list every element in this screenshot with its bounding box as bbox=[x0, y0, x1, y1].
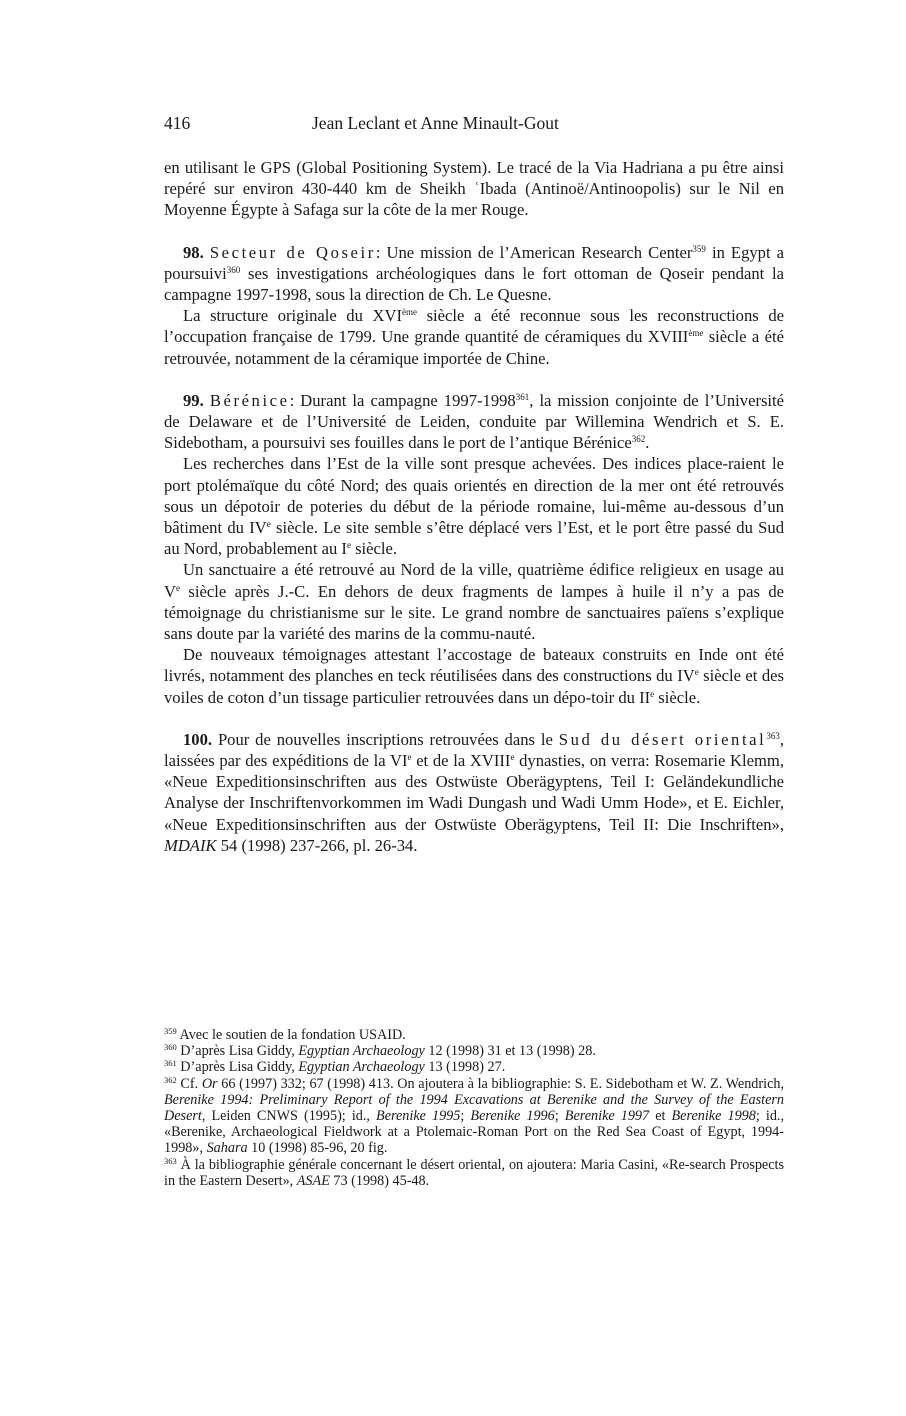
section-number: 99. bbox=[183, 390, 204, 410]
journal-title: ASAE bbox=[296, 1172, 330, 1189]
section-heading: Secteur de Qoseir bbox=[209, 242, 376, 262]
superscript: e bbox=[346, 540, 351, 551]
text-run: , la mission conjointe de l’Université de Delaware et de l’Université de Leiden, conduite par Willemina Wendrich et S. E. Sidebotham, a poursuivi ses fouilles dans le port de l’antique Bérénice bbox=[164, 390, 785, 453]
main-text bbox=[164, 157, 784, 856]
footnote-mark: 361 bbox=[164, 1058, 177, 1069]
section-heading: Sud du désert oriental bbox=[558, 729, 767, 749]
journal-title: MDAIK bbox=[164, 835, 217, 855]
page-number: 416 bbox=[164, 113, 191, 133]
superscript: e bbox=[175, 582, 180, 593]
footnote-ref[interactable]: 359 bbox=[692, 243, 706, 254]
superscript: e bbox=[650, 688, 655, 699]
text-run: siècle a été reconnue sous les reconstructions de l’occupation française de 1799. Une grande quantité de céramiques du XVIII bbox=[164, 306, 784, 347]
section-98 bbox=[164, 242, 784, 306]
text-run: De nouveaux témoignages attestant l’accostage de bateaux construits en Inde ont été livrés, notamment des planches en teck réutilisées dans des constructions du IV bbox=[164, 645, 784, 686]
footnote-362 bbox=[164, 1076, 784, 1157]
superscript: e bbox=[694, 667, 699, 678]
journal-title: Egyptian Archaeology bbox=[298, 1059, 425, 1076]
footnote-text: ; bbox=[460, 1108, 471, 1125]
text-run: 54 (1998) 237-266, pl. 26-34. bbox=[216, 835, 418, 855]
footnote-mark: 360 bbox=[164, 1042, 177, 1053]
footnote-text: ; id., «Berenike, Archaeological Fieldwork at a Ptolemaic-Roman Port on the Red Sea Coast of Egypt, 1994-1998», bbox=[164, 1108, 785, 1157]
footnote-360 bbox=[164, 1043, 784, 1059]
book-title: Berenike 1995 bbox=[376, 1108, 461, 1125]
footnote-361 bbox=[164, 1059, 784, 1075]
text-run: dynasties, on verra: Rosemarie Klemm, «Neue Expeditionsinschriften aus des Ostwüste Oberägyptens, Teil I: Geländekundliche Analyse der Inschriftenvorkommen im Wadi Dungash und Wadi Umm Hode», et E. Eichler, «Neue Expeditionsinschriften aus der Ostwüste Oberägyptens, Teil II: Die Inschriften», bbox=[164, 751, 784, 834]
section-heading: Bérénice bbox=[209, 390, 290, 410]
text-run: siècle. bbox=[654, 687, 701, 707]
text-run: ses investigations archéologiques dans le fort ottoman de Qoseir pendant la campagne 1997-1998, sous la direction de Ch. Le Quesne. bbox=[164, 263, 784, 305]
book-title: Berenike 1997 bbox=[564, 1108, 650, 1125]
footnote-text: 66 (1997) 332; 67 (1998) 413. On ajoutera à la bibliographie: S. E. Sidebotham et W. Z. Wendrich, bbox=[217, 1075, 785, 1092]
footnote-mark: 359 bbox=[164, 1026, 177, 1036]
footnote-ref[interactable]: 360 bbox=[226, 264, 241, 275]
footnote-text: Cf. bbox=[176, 1075, 202, 1092]
text-run: in Egypt a poursuivi bbox=[164, 242, 785, 283]
paragraph bbox=[164, 305, 784, 369]
footnote-text: , Leiden CNWS (1995); id., bbox=[201, 1108, 377, 1125]
paragraph bbox=[164, 559, 784, 644]
footnote-text: À la bibliographie générale concernant le désert oriental, on ajoutera: Maria Casini, «Re-search Prospects in the Eastern Desert», bbox=[164, 1156, 784, 1189]
section-99 bbox=[164, 390, 784, 454]
footnote-text: 73 (1998) 45-48. bbox=[329, 1172, 430, 1189]
footnote-363 bbox=[164, 1157, 784, 1189]
footnote-mark: 362 bbox=[164, 1074, 177, 1085]
section-number: 98. bbox=[183, 242, 204, 262]
footnote-text: 12 (1998) 31 et 13 (1998) 28. bbox=[424, 1043, 596, 1060]
section-100 bbox=[164, 729, 784, 856]
text-run: Un sanctuaire a été retrouvé au Nord de la ville, quatrième édifice religieux en usage au V bbox=[164, 560, 784, 601]
journal-title: Sahara bbox=[206, 1140, 248, 1157]
footnotes bbox=[164, 1027, 784, 1189]
footnote-text: et bbox=[649, 1108, 672, 1125]
superscript: ème bbox=[401, 307, 417, 318]
footnote-text: 13 (1998) 27. bbox=[424, 1059, 506, 1076]
text-run: Pour de nouvelles inscriptions retrouvées dans le bbox=[212, 729, 559, 749]
paragraph bbox=[164, 644, 784, 708]
footnote-text: 10 (1998) 85-96, 20 fig. bbox=[247, 1140, 388, 1157]
text-run: siècle. bbox=[350, 539, 398, 559]
superscript: e bbox=[510, 752, 515, 763]
text-run: : Une mission de l’American Research Center bbox=[375, 242, 693, 262]
text-run: siècle et des voiles de coton d’un tissage particulier retrouvées dans un dépo-toir du II bbox=[164, 666, 784, 707]
footnote-ref[interactable]: 361 bbox=[515, 391, 530, 402]
footnote-text: ; bbox=[554, 1108, 565, 1125]
text-run: siècle a été retrouvée, notamment de la céramique importée de Chine. bbox=[164, 327, 784, 368]
text-run: . bbox=[645, 433, 650, 453]
book-title: Berenike 1998 bbox=[671, 1108, 756, 1125]
text-run: : Durant la campagne 1997-1998 bbox=[289, 390, 516, 410]
footnote-ref[interactable]: 362 bbox=[631, 434, 646, 445]
footnote-mark: 363 bbox=[164, 1155, 177, 1166]
footnote-359 bbox=[164, 1027, 784, 1043]
section-number: 100. bbox=[183, 729, 213, 749]
page-header bbox=[0, 113, 906, 139]
text-run: siècle après J.-C. En dehors de deux fragments de lampes à huile il n’y a pas de témoignage du christianisme sur le site. Le grand nombre de sanctuaires païens s’explique sans doute par la variété des marins de la commu-nauté. bbox=[164, 581, 784, 644]
paragraph-continuation: en utilisant le GPS (Global Positioning System). Le tracé de la Via Hadriana a pu être ainsi repéré sur environ 430-440 km de Sheikh ʿIbada (Antinoë/Antinoopolis) sur le Nil en Moyenne Égypte à Safaga sur la côte de la mer Rouge. bbox=[164, 158, 784, 220]
text-run: siècle. Le site semble s’être déplacé vers l’Est, et le port être passé du Sud au Nord, probablement au I bbox=[164, 518, 784, 559]
superscript: ème bbox=[688, 328, 704, 339]
running-title: Jean Leclant et Anne Minault-Gout bbox=[312, 113, 559, 133]
book-title: Berenike 1994: Preliminary Report of the 1994 Excavations at Berenike and the Survey of the Eastern Desert bbox=[164, 1091, 784, 1125]
superscript: e bbox=[407, 752, 412, 763]
text-run: , laissées par des expéditions de la VI bbox=[164, 729, 784, 771]
text-run: et de la XVIII bbox=[411, 751, 511, 771]
paragraph bbox=[164, 453, 784, 559]
book-title: Berenike 1996 bbox=[470, 1108, 555, 1125]
journal-title: Egyptian Archaeology bbox=[298, 1043, 425, 1060]
footnote-ref[interactable]: 363 bbox=[766, 730, 780, 741]
footnote-text: Avec le soutien de la fondation USAID. bbox=[176, 1027, 406, 1043]
footnote-text: D’après Lisa Giddy, bbox=[176, 1043, 299, 1060]
footnote-text: D’après Lisa Giddy, bbox=[176, 1059, 299, 1076]
text-run: La structure originale du XVI bbox=[183, 306, 402, 326]
text-run: Les recherches dans l’Est de la ville sont presque achevées. Des indices place-raient le port ptolémaïque du côté Nord; des quais orientés en direction de la mer ont été retrouvés sous un dépotoir de poteries du début de la période romaine, lui-même au-dessous d’un bâtiment du IV bbox=[164, 454, 784, 538]
journal-title: Or bbox=[201, 1075, 218, 1092]
superscript: e bbox=[266, 519, 271, 530]
